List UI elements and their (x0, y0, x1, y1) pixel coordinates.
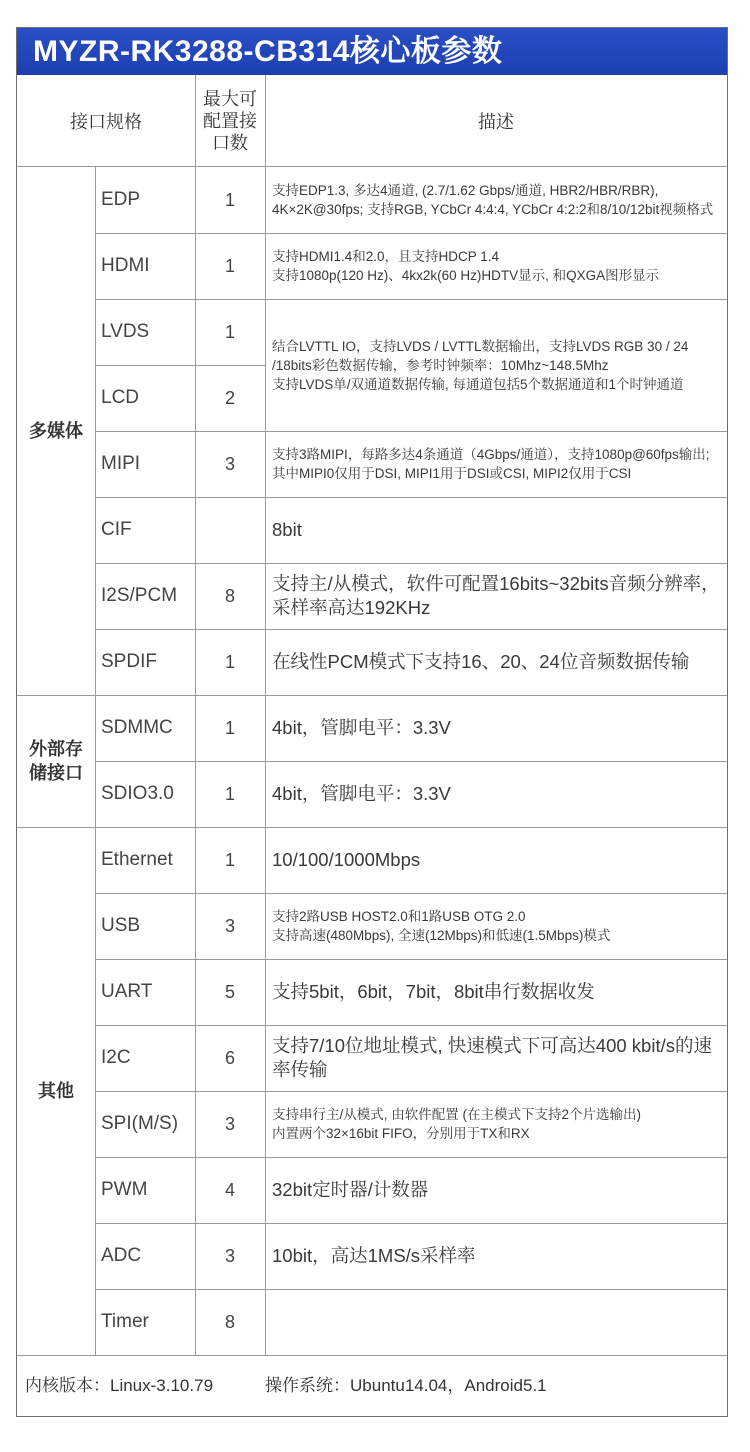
row-divider (95, 1157, 727, 1158)
interface-count: 1 (224, 783, 235, 804)
interface-count: 4 (224, 1179, 235, 1200)
interface-description: 4bit，管脚电平：3.3V (272, 717, 451, 738)
interface-count: 1 (224, 651, 235, 672)
row-divider (95, 233, 727, 234)
row-divider (95, 431, 727, 432)
row-divider (95, 1223, 727, 1224)
interface-description (265, 1289, 727, 1355)
interface-description: 10/100/1000Mbps (272, 849, 421, 870)
row-divider (95, 1091, 727, 1092)
column-divider (195, 75, 196, 1355)
row-divider (95, 563, 727, 564)
interface-count: 3 (224, 453, 235, 474)
interface-name: Timer (101, 1311, 149, 1332)
row-divider (95, 893, 727, 894)
interface-description: 支持7/10位地址模式, 快速模式下可高达400 kbit/s的速率传输 (272, 1035, 712, 1080)
column-divider (95, 167, 96, 1355)
interface-count: 1 (224, 189, 235, 210)
interface-name: ADC (101, 1245, 142, 1266)
interface-count: 1 (224, 849, 235, 870)
category-label: 其他 (38, 1081, 74, 1101)
interface-count: 3 (224, 1113, 235, 1134)
interface-count: 1 (224, 321, 235, 342)
interface-count: 3 (224, 915, 235, 936)
row-divider (17, 827, 727, 828)
interface-description: 支持3路MIPI，每路多达4条通道（4Gbps/通道），支持1080p@60fps输出; 其中MIPI0仅用于DSI, MIPI1用于DSI或CSI, MIPI2仅用于CSI (272, 447, 710, 481)
interface-description: 在线性PCM模式下支持16、20、24位音频数据传输 (272, 651, 690, 672)
interface-description: 4bit，管脚电平：3.3V (272, 783, 451, 804)
interface-description: 8bit (272, 519, 302, 540)
interface-count: 5 (224, 981, 235, 1002)
interface-description: 支持主/从模式，软件可配置16bits~32bits音频分辨率，采样率高达192KHz (272, 573, 720, 618)
header-spec: 接口规格 (70, 112, 142, 132)
interface-name: SDIO3.0 (101, 783, 174, 804)
interface-name: SPI(M/S) (101, 1113, 179, 1134)
interface-name: USB (101, 915, 141, 936)
interface-description: 支持5bit，6bit，7bit，8bit串行数据收发 (272, 981, 595, 1002)
row-divider (95, 761, 727, 762)
interface-name: MIPI (101, 453, 141, 474)
interface-description: 支持EDP1.3, 多达4通道, (2.7/1.62 Gbps/通道, HBR2/HBR/RBR), 4K×2K@30fps; 支持RGB, YCbCr 4:4:4, YCbCr 4:2:2和8/10/12bit视频格式 (272, 183, 714, 217)
row-divider (95, 1289, 727, 1290)
interface-count: 8 (224, 1311, 235, 1332)
interface-name: CIF (101, 519, 132, 540)
column-divider (265, 75, 266, 1355)
spec-table (16, 27, 728, 1417)
category-label: 多媒体 (29, 421, 83, 441)
interface-count: 1 (224, 717, 235, 738)
row-divider (95, 497, 727, 498)
row-divider (95, 1025, 727, 1026)
interface-name: LCD (101, 387, 140, 408)
header-desc: 描述 (478, 112, 514, 132)
interface-name: UART (101, 981, 153, 1002)
interface-count: 6 (224, 1047, 235, 1068)
header-count: 最大可配置接口数 (203, 89, 257, 153)
footer-divider (17, 1355, 727, 1356)
page-title: MYZR-RK3288-CB314核心板参数 (17, 28, 727, 75)
interface-name: SDMMC (101, 717, 173, 738)
lvds-lcd-description: 结合LVTTL IO，支持LVDS / LVTTL数据输出，支持LVDS RGB 30 / 24 /18bits彩色数据传输，参考时钟频率：10Mhz~148.5Mhz 支持LVDS单/双通道数据传输, 每通道包括5个数据通道和1个时钟通道 (272, 338, 689, 392)
interface-description: 10bit，高达1MS/s采样率 (272, 1245, 476, 1266)
row-divider (17, 695, 727, 696)
interface-description: 支持HDMI1.4和2.0，且支持HDCP 1.4 支持1080p(120 Hz)、4kx2k(60 Hz)HDTV显示, 和QXGA图形显示 (272, 249, 660, 283)
interface-name: I2C (101, 1047, 131, 1068)
footer (17, 1351, 727, 1416)
kernel-version: 内核版本：Linux-3.10.79 (25, 1376, 214, 1395)
operating-system: 操作系统：Ubuntu14.04，Android5.1 (265, 1376, 547, 1395)
interface-name: PWM (101, 1179, 148, 1200)
interface-name: Ethernet (101, 849, 173, 870)
row-divider (95, 365, 265, 366)
interface-description: 32bit定时器/计数器 (272, 1179, 429, 1200)
interface-name: I2S/PCM (101, 585, 178, 606)
interface-name: HDMI (101, 255, 150, 276)
interface-count: 3 (224, 1245, 235, 1266)
interface-description: 支持2路USB HOST2.0和1路USB OTG 2.0 支持高速(480Mbps), 全速(12Mbps)和低速(1.5Mbps)模式 (272, 909, 611, 943)
interface-count: 1 (224, 255, 235, 276)
category-label: 外部存储接口 (29, 739, 83, 783)
row-divider (95, 629, 727, 630)
interface-name: EDP (101, 189, 141, 210)
interface-name: LVDS (101, 321, 150, 342)
interface-count: 8 (224, 585, 235, 606)
interface-name: SPDIF (101, 651, 157, 672)
row-divider (95, 959, 727, 960)
interface-description: 支持串行主/从模式, 由软件配置 (在主模式下支持2个片选输出) 内置两个32×16bit FIFO，分别用于TX和RX (272, 1107, 642, 1141)
interface-count (195, 497, 265, 563)
interface-count: 2 (224, 387, 235, 408)
